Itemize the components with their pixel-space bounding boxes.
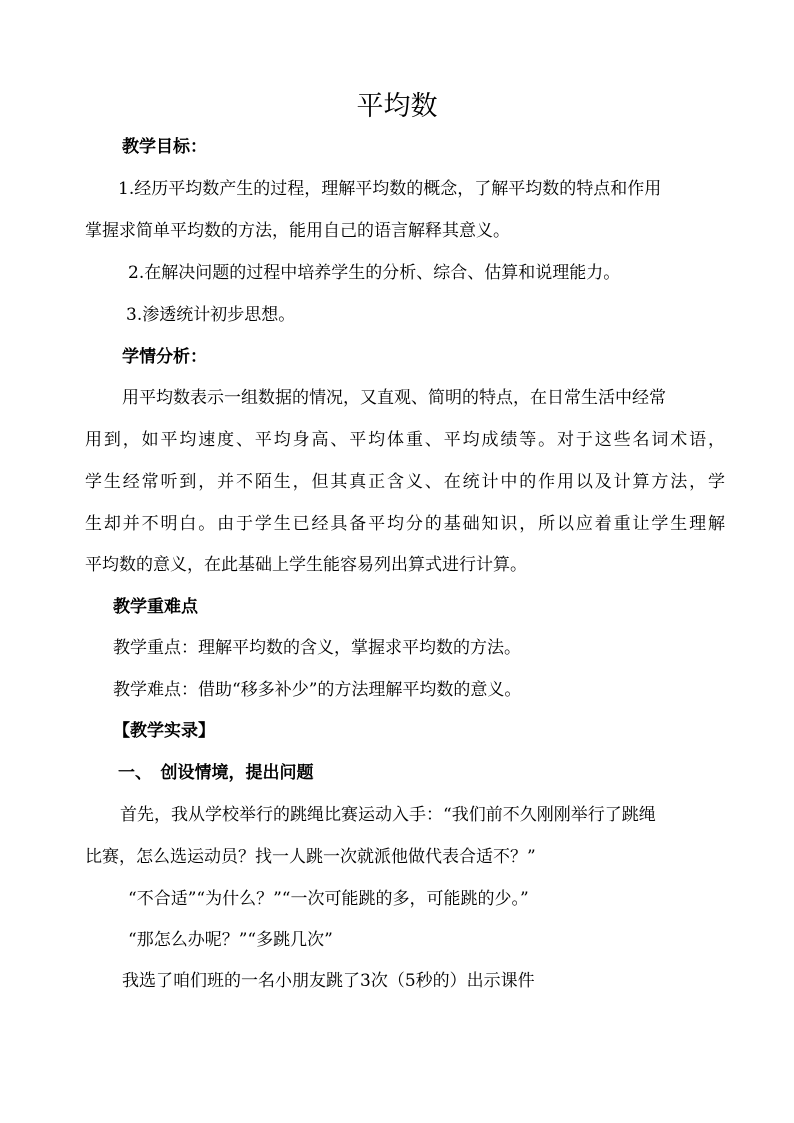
record-line: 我选了咱们班的一名小朋友跳了3次（5秒的）出示课件 [122,971,535,991]
analysis-line: 用平均数表示一组数据的情况，又直观、简明的特点，在日常生活中经常 [122,388,666,408]
teaching-focus: 教学重点：理解平均数的含义，掌握求平均数的方法。 [113,638,521,658]
section-1-heading: 一、 创设情境，提出问题 [118,763,314,783]
record-line: “不合适”“为什么？”“一次可能跳的多，可能跳的少。” [128,889,529,909]
key-points-heading: 教学重难点 [113,597,198,617]
record-line: “那怎么办呢？”“多跳几次” [128,930,333,950]
analysis-heading: 学情分析： [122,347,207,367]
objectives-heading: 教学目标： [122,137,207,157]
teaching-record-heading: 【教学实录】 [113,721,215,741]
teaching-difficulty: 教学难点：借助“移多补少”的方法理解平均数的意义。 [113,680,522,700]
objective-item-1-line-2: 掌握求简单平均数的方法，能用自己的语言解释其意义。 [85,221,510,241]
objective-item-3: 3.渗透统计初步思想。 [126,305,296,325]
record-line: 首先，我从学校举行的跳绳比赛运动入手：“我们前不久刚刚举行了跳绳 [120,805,656,825]
record-line: 比赛，怎么选运动员？找一人跳一次就派他做代表合适不？” [85,847,536,867]
analysis-line: 平均数的意义，在此基础上学生能容易列出算式进行计算。 [85,555,527,575]
analysis-line: 学生经常听到，并不陌生，但其真正含义、在统计中的作用以及计算方法，学 [85,472,725,492]
page-title: 平均数 [356,91,438,122]
objective-item-2: 2.在解决问题的过程中培养学生的分析、综合、估算和说理能力。 [128,263,621,283]
analysis-line: 生却并不明白。由于学生已经具备平均分的基础知识，所以应着重让学生理解 [85,514,725,534]
objective-item-1-line-1: 1.经历平均数产生的过程，理解平均数的概念，了解平均数的特点和作用 [118,179,662,199]
analysis-line: 用到，如平均速度、平均身高、平均体重、平均成绩等。对于这些名词术语， [85,430,725,450]
